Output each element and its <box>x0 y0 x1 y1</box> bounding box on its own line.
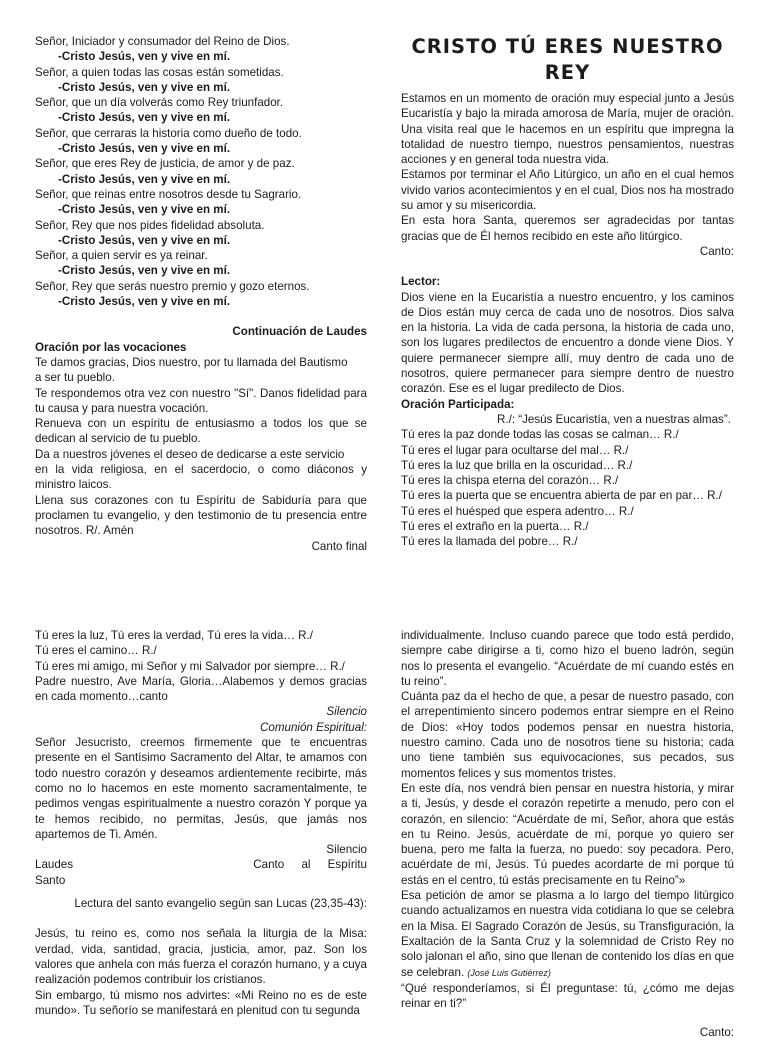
communion-heading: Comunión Espiritual: <box>260 720 367 734</box>
litany-invocation: Señor, Rey que nos pides fidelidad absoluta. <box>35 218 265 232</box>
reflection-paragraph: Cuánta paz da el hecho de que, a pesar de nuestro pasado, con el arrepentimiento sincero podemos entrar siempre en el Reino de Dios: «Hoy todos podemos pensar en nuestra historia, nuestro camino. Cada uno de nosotros tiene su historia; cada uno tiene también sus equivocaciones, sus pecados, sus momentos felices y sus momentos tristes. <box>401 690 734 780</box>
vocations-paragraph: Renueva con un espíritu de entusiasmo a todos los que se dedican al servicio de tu pueblo. <box>35 417 367 446</box>
prayer-heading: Oración Participada: <box>401 397 515 411</box>
reader-label: Lector: <box>401 275 441 289</box>
padre-nuestro-text: Padre nuestro, Ave María, Gloria…Alabemos y demos gracias en cada momento…canto <box>35 674 367 704</box>
prayer-line: Tú eres el huésped que espera adentro… R./ <box>401 504 634 518</box>
litany-response: -Cristo Jesús, ven y vive en mí. <box>58 80 231 94</box>
reflection-paragraph: En este día, nos vendrá bien pensar en nuestra historia, y mirar a ti, Jesús, y desde el corazón repetirte a menudo, pero con el corazón, en silencio: “Acuérdate de mí, Señor, ahora que estás en tu Reino. Jesús, acuérdate de mí, porque yo quiero ser buena, pero me falta la fuerza, no puedo: soy pecadora. Pero, acuérdate de mí, Jesús. Tú puedes acordarte de mí porque tú estás en el centro, tú estás precisamente en tu Reino”» <box>401 781 734 887</box>
intro-paragraph: En esta hora Santa, queremos ser agradecidas por tantas gracias que de Él hemos recibido en este año litúrgico. <box>401 214 734 243</box>
author-credit: (José Luis Gutiérrez) <box>467 967 551 978</box>
litany-response: -Cristo Jesús, ven y vive en mí. <box>58 111 231 125</box>
vocations-paragraph: en la vida religiosa, en el sacerdocio, o como diáconos y ministro laicos. <box>35 463 367 492</box>
litany-list <box>35 34 367 309</box>
page-title: CRISTO TÚ ERES NUESTRO REY <box>411 35 724 84</box>
litany-invocation: Señor, que eres Rey de justicia, de amor y de paz. <box>35 157 295 171</box>
prayer-line: Tú eres la chispa eterna del corazón… R./ <box>401 474 619 488</box>
reflection-paragraph <box>401 888 734 981</box>
prayer-line: Tú eres el extraño en la puerta… R./ <box>401 520 589 534</box>
song-label: Canto: <box>699 1026 734 1040</box>
reader-text: Dios viene en la Eucaristía a nuestro encuentro, y los caminos de Dios están muy cerca de cada uno de nosotros. Dios salva en la historia. La vida de cada persona, la historia de cada uno, son los lugares predilectos de encuentro a donde viene Dios. Y quiere permanecer siempre allí, muy dentro de cada uno de nosotros, quiere permanecer para siempre dentro de nuestro corazón. Ese es el lugar predilecto de Dios. <box>401 290 734 396</box>
prayer-line: Tú eres el lugar para ocultarse del mal… R./ <box>401 443 629 457</box>
continuation-heading: Continuación de Laudes <box>232 325 367 339</box>
prayer-response: R./: “Jesús Eucaristía, ven a nuestras almas”. <box>497 412 731 426</box>
reflection-text: Esa petición de amor se plasma a lo largo del tiempo litúrgico cuando actualizamos en nuestra vida cotidiana lo que se celebra en la Misa. El Sagrado Corazón de Jesús, su Transfiguración, la Exaltación de la Santa Cruz y la solemnidad de Cristo Rey no solo jalonan el año, sino que llenan de contenido los días en que se celebran. <box>401 889 734 979</box>
song-label: Canto: <box>699 244 734 258</box>
gospel-reading-heading: Lectura del santo evangelio según san Lucas (23,35-43): <box>74 897 367 911</box>
litany-response: -Cristo Jesús, ven y vive en mí. <box>58 50 231 64</box>
vocations-paragraph: Llena sus corazones con tu Espíritu de Sabiduría para que proclamen tu evangelio, y den testimonio de tu presencia entre nosotros. R/. Amén <box>35 493 367 538</box>
litany-response: -Cristo Jesús, ven y vive en mí. <box>58 295 231 309</box>
prayer-line: Tú eres la luz, Tú eres la verdad, Tú eres la vida… R./ <box>35 629 313 642</box>
closing-question: “Qué responderíamos, si Él preguntase: tú, ¿cómo me dejas reinar en ti?” <box>401 981 734 1011</box>
litany-response: -Cristo Jesús, ven y vive en mí. <box>58 203 231 217</box>
intro-paragraph: Estamos por terminar el Año Litúrgico, un año en el cual hemos vivido varios acontecimientos y en el cual, Dios nos ha mostrado su amor y su misericordia. <box>401 168 734 213</box>
prayer-list <box>401 427 734 549</box>
litany-invocation: Señor, que cerraras la historia como dueño de todo. <box>35 126 302 140</box>
communion-column <box>35 628 367 1024</box>
litany-response: -Cristo Jesús, ven y vive en mí. <box>58 142 231 156</box>
reflection-column <box>401 628 734 1040</box>
prayer-line: Tú eres la luz que brilla en la oscuridad… R./ <box>401 458 633 472</box>
litany-invocation: Señor, Iniciador y consumador del Reino de Dios. <box>35 35 290 48</box>
vocations-paragraph: Te respondemos otra vez con nuestro "Sí". Danos fidelidad para tu causa y para nuestra vocación. <box>35 386 367 415</box>
vocations-heading: Oración por las vocaciones <box>35 340 187 354</box>
intro-column <box>401 34 734 550</box>
litany-invocation: Señor, a quien servir es ya reinar. <box>35 249 208 263</box>
prayer-line: Tú eres la paz donde todas las cosas se calman… R./ <box>401 428 679 442</box>
communion-text: Señor Jesucristo, creemos firmemente que te encuentras presente en el Santísimo Sacramento del Altar, te amamos con todo nuestro corazón y deseamos ardientemente recibirte, más como no lo hacemos en este momento sacramentalmente, te pedimos vengas espiritualmente a nuestro corazón Y porque ya te hemos recibido, no permitas, Jesús, que jamás nos apartemos de Ti. Amén. <box>35 736 367 841</box>
litany-response: -Cristo Jesús, ven y vive en mí. <box>58 233 231 247</box>
silence-label: Silencio <box>326 843 367 857</box>
vocations-paragraph: Te damos gracias, Dios nuestro, por tu llamada del Bautismo <box>35 355 348 369</box>
vocations-paragraph: a ser tu pueblo. <box>35 371 115 385</box>
reflection-paragraph: Jesús, tu reino es, como nos señala la liturgia de la Misa: verdad, vida, santidad, gracia, justicia, amor, paz. Son los valores que anhela con más fuerza el corazón humano, y a cuya realización podemos contribuir los cristianos. <box>35 927 367 987</box>
prayer-line: Tú eres la llamada del pobre… R./ <box>401 535 578 549</box>
santo-label: Santo <box>35 873 66 887</box>
reflection-paragraph: individualmente. Incluso cuando parece que todo está perdido, siempre cabe dirigirse a ti, como hizo el bueno ladrón, según nos lo presenta el evangelio. “Acuérdate de mí cuando estés en tu reino”. <box>401 629 734 688</box>
reflection-paragraph: Sin embargo, tú mismo nos advirtes: «Mi Reino no es de este mundo». Tu señorío se manifestará en plenitud con tu segunda <box>35 988 367 1017</box>
litany-response: -Cristo Jesús, ven y vive en mí. <box>58 172 231 186</box>
litany-column <box>35 34 367 554</box>
litany-response: -Cristo Jesús, ven y vive en mí. <box>58 264 231 278</box>
litany-invocation: Señor, Rey que serás nuestro premio y gozo eternos. <box>35 279 310 293</box>
litany-invocation: Señor, a quien todas las cosas están sometidas. <box>35 65 284 79</box>
final-song-label: Canto final <box>311 539 367 553</box>
silence-label: Silencio <box>326 705 367 719</box>
laudes-row <box>35 857 367 872</box>
litany-invocation: Señor, que reinas entre nosotros desde tu Sagrario. <box>35 187 302 201</box>
spirit-song-label: Canto al Espíritu <box>253 858 367 872</box>
prayer-line: Tú eres la puerta que se encuentra abierta de par en par… R./ <box>401 489 722 503</box>
prayer-line: Tú eres mi amigo, mi Señor y mi Salvador por siempre… R./ <box>35 659 345 673</box>
litany-invocation: Señor, que un día volverás como Rey triunfador. <box>35 96 284 110</box>
laudes-label: Laudes <box>35 858 74 872</box>
vocations-paragraph: Da a nuestros jóvenes el deseo de dedicarse a este servicio <box>35 447 345 461</box>
intro-paragraph: Estamos en un momento de oración muy especial junto a Jesús Eucaristía y bajo la mirada amorosa de María, mujer de oración. Una visita real que le hacemos en un espíritu que impregna la totalidad de nuestro tiempo, nuestros pensamientos, nuestras acciones y en general toda nuestra vida. <box>401 92 734 167</box>
prayer-line: Tú eres el camino… R./ <box>35 644 157 658</box>
